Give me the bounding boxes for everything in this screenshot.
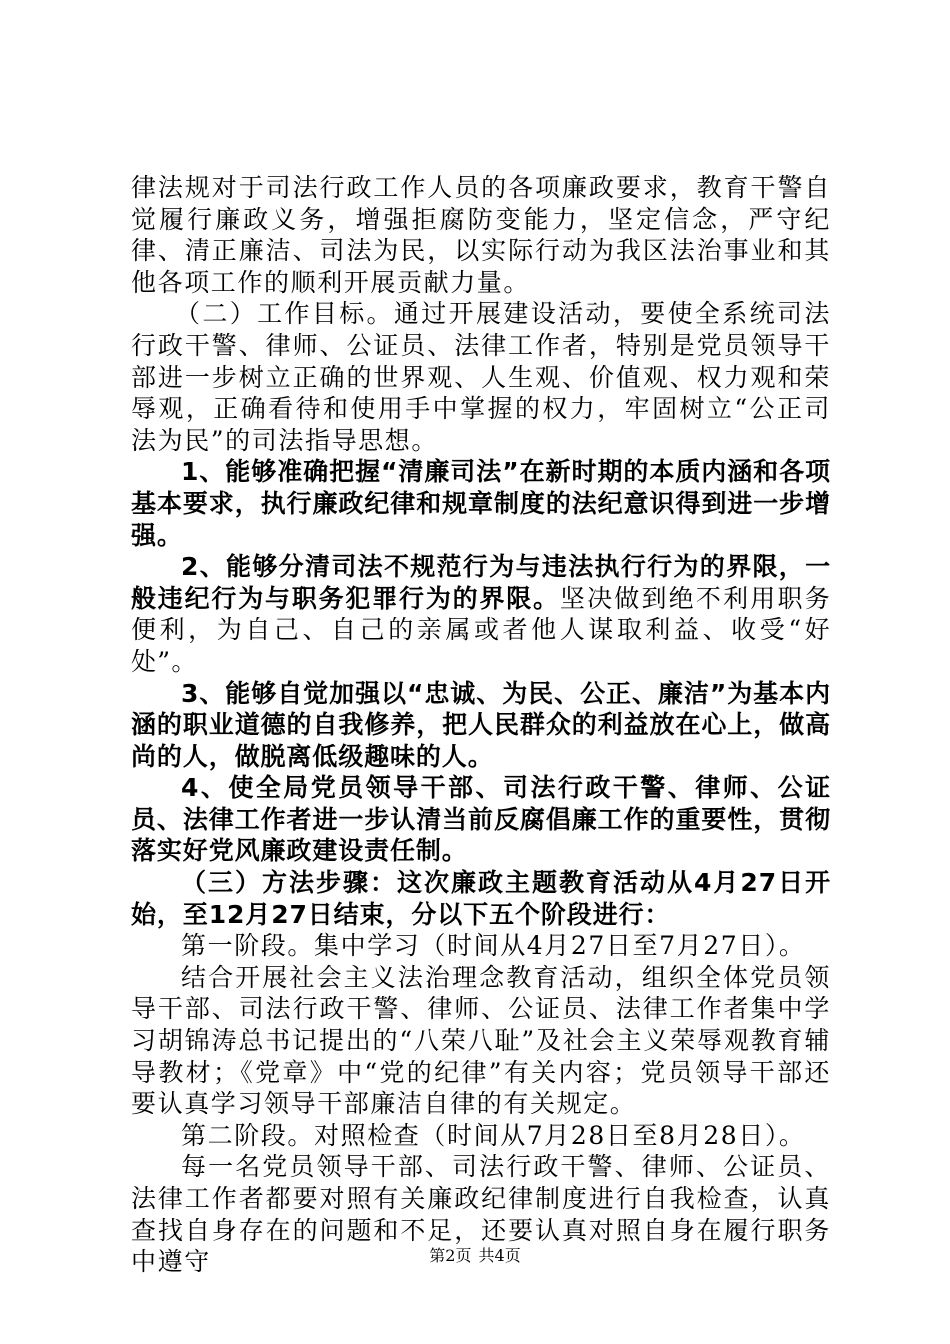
- paragraph-work-goals-text: （二）工作目标。通过开展建设活动，要使全系统司法行政干警、律师、公证员、法律工作者，特别是党员领导干部进一步树立正确的世界观、人生观、价值观、权力观和荣辱观，正确看待和使用手中掌握的权力，牢固树立“公正司法为民”的司法指导思想。: [131, 299, 831, 455]
- paragraph-phase-1-heading: 第一阶段。集中学习（时间从4月27日至7月27日）。: [181, 931, 806, 961]
- paragraph-phase-2-body: 每一名党员领导干部、司法行政干警、律师、公证员、法律工作者都要对照有关廉政纪律制度进行自我检查，认真查找自身存在的问题和不足，还要认真对照自身在履行职务中遵守: [131, 1152, 831, 1277]
- paragraph-goal-2-bold: 2、能够分清司法不规范行为与违法执行行为的界限，一般违纪行为与职务犯罪行为的界限。: [131, 552, 831, 613]
- paragraph-goal-3: 3、能够自觉加强以“忠诚、为民、公正、廉洁”为基本内涵的职业道德的自我修养，把人民群众的利益放在心上，做高尚的人，做脱离低级趣味的人。: [131, 678, 831, 771]
- paragraph-goal-1: 1、能够准确把握“清廉司法”在新时期的本质内涵和各项基本要求，执行廉政纪律和规章制度的法纪意识得到进一步增强。: [131, 457, 831, 550]
- paragraph-phase-2-heading: 第二阶段。对照检查（时间从7月28日至8月28日）。: [181, 1120, 806, 1150]
- paragraph-goal-4: 4、使全局党员领导干部、司法行政干警、律师、公证员、法律工作者进一步认清当前反腐倡廉工作的重要性，贯彻落实好党风廉政建设责任制。: [131, 773, 831, 866]
- page-total-label: 共4页: [478, 1246, 521, 1265]
- paragraph-work-goals: [131, 298, 831, 456]
- paragraph-goal-2: [131, 551, 831, 677]
- paragraph-continuation: 律法规对于司法行政工作人员的各项廉政要求，教育干警自觉履行廉政义务，增强拒腐防变能力，坚定信念，严守纪律、清正廉洁、司法为民，以实际行动为我区法治事业和其他各项工作的顺利开展贡献力量。: [131, 173, 831, 297]
- page-number-label: 第2页: [429, 1246, 472, 1265]
- document-body: [131, 172, 831, 1278]
- paragraph-goal-2-rest: 坚决做到绝不利用职务便利，为自己、自己的亲属或者他人谋取利益、收受“好处”。: [131, 583, 831, 676]
- paragraph-phase-1-body: 结合开展社会主义法治理念教育活动，组织全体党员领导干部、司法行政干警、律师、公证员、法律工作者集中学习胡锦涛总书记提出的“八荣八耻”及社会主义荣辱观教育辅导教材；《党章》中“党的纪律”有关内容；党员领导干部还要认真学习领导干部廉洁自律的有关规定。: [131, 962, 831, 1119]
- page-footer: [0, 1243, 950, 1266]
- paragraph-method-steps: （三）方法步骤：这次廉政主题教育活动从4月27日开始，至12月27日结束，分以下五个阶段进行：: [131, 868, 831, 929]
